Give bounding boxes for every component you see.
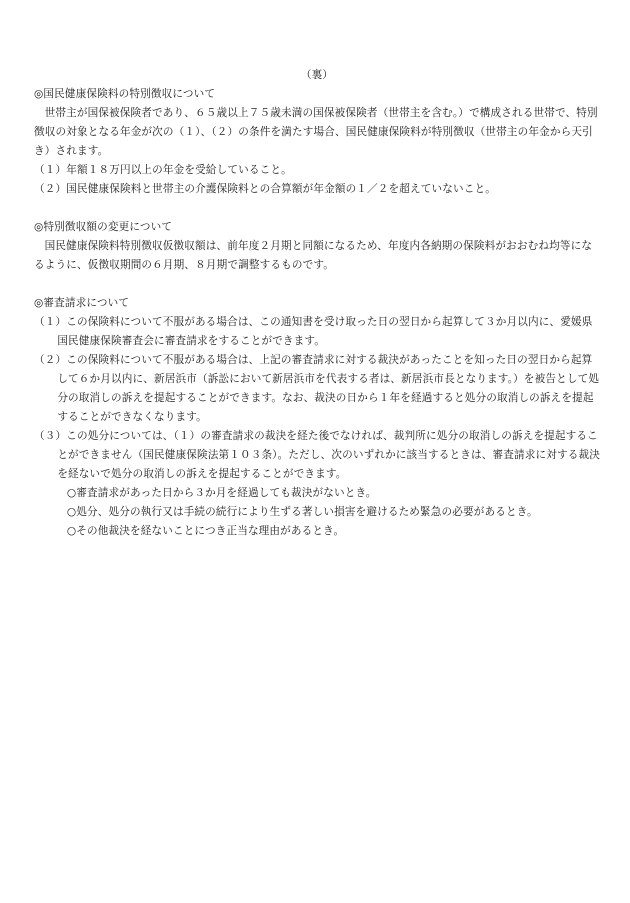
exception-item: ○その他裁決を経ないことにつき正当な理由があるとき。 (66, 525, 345, 537)
section-spacer (34, 275, 600, 294)
amount-change-heading: ◎特別徴収額の変更について (34, 221, 173, 233)
special-collection-heading: ◎国民健康保険料の特別徴収について (34, 88, 216, 100)
review-request-heading: ◎審査請求について (34, 297, 130, 309)
exception-item: ○審査請求があった日から３か月を経過しても裁決がないとき。 (66, 487, 377, 499)
document-body (34, 66, 600, 541)
review-request-item: （３）この処分については、（１）の審査請求の裁決を経た後でなければ、裁判所に処分の取消しの訴えを提起することができません（国民健康保険法第１０３条）。ただし、次のいずれかに該当するときは、審査請求に対する裁決を経ないで処分の取消しの訴えを提起することができます。 (34, 430, 600, 480)
review-request-item: （１）この保険料について不服がある場合は、この通知書を受け取った日の翌日から起算して３か月以内に、愛媛県国民健康保険審査会に審査請求をすることができます。 (34, 316, 593, 347)
condition-item: （１）年額１８万円以上の年金を受給していること。 (34, 164, 292, 176)
special-collection-paragraph: 世帯主が国保被保険者であり、６５歳以上７５歳未満の国保被保険者（世帯主を含む。）で構成される世帯で、特別徴収の対象となる年金が次の（１）、（２）の条件を満たす場合、国民健康保険料が特別徴収（世帯主の年金から天引き）されます。 (34, 107, 598, 157)
condition-item: （２）国民健康保険料と世帯主の介護保険料との合算額が年金額の１／２を超えていないこと。 (34, 183, 496, 195)
amount-change-paragraph: 国民健康保険料特別徴収仮徴収額は、前年度２月期と同額になるため、年度内各納期の保険料がおおむね均等になるように、仮徴収期間の６月期、８月期で調整するものです。 (34, 240, 593, 271)
exception-item: ○処分、処分の執行又は手続の続行により生ずる著しい損害を避けるため緊急の必要があるとき。 (66, 506, 538, 518)
review-request-item: （２）この保険料について不服がある場合は、上記の審査請求に対する裁決があったことを知った日の翌日から起算して６か月以内に、新居浜市（訴訟において新居浜市を代表する者は、新居浜市長となります。）を被告として処分の取消しの訴えを提起することができます。なお、裁決の日から１年を経過すると処分の取消しの訴えを提起することができなくなります。 (34, 354, 600, 423)
section-spacer (34, 199, 600, 218)
page-side-label: （裏） (300, 69, 334, 81)
